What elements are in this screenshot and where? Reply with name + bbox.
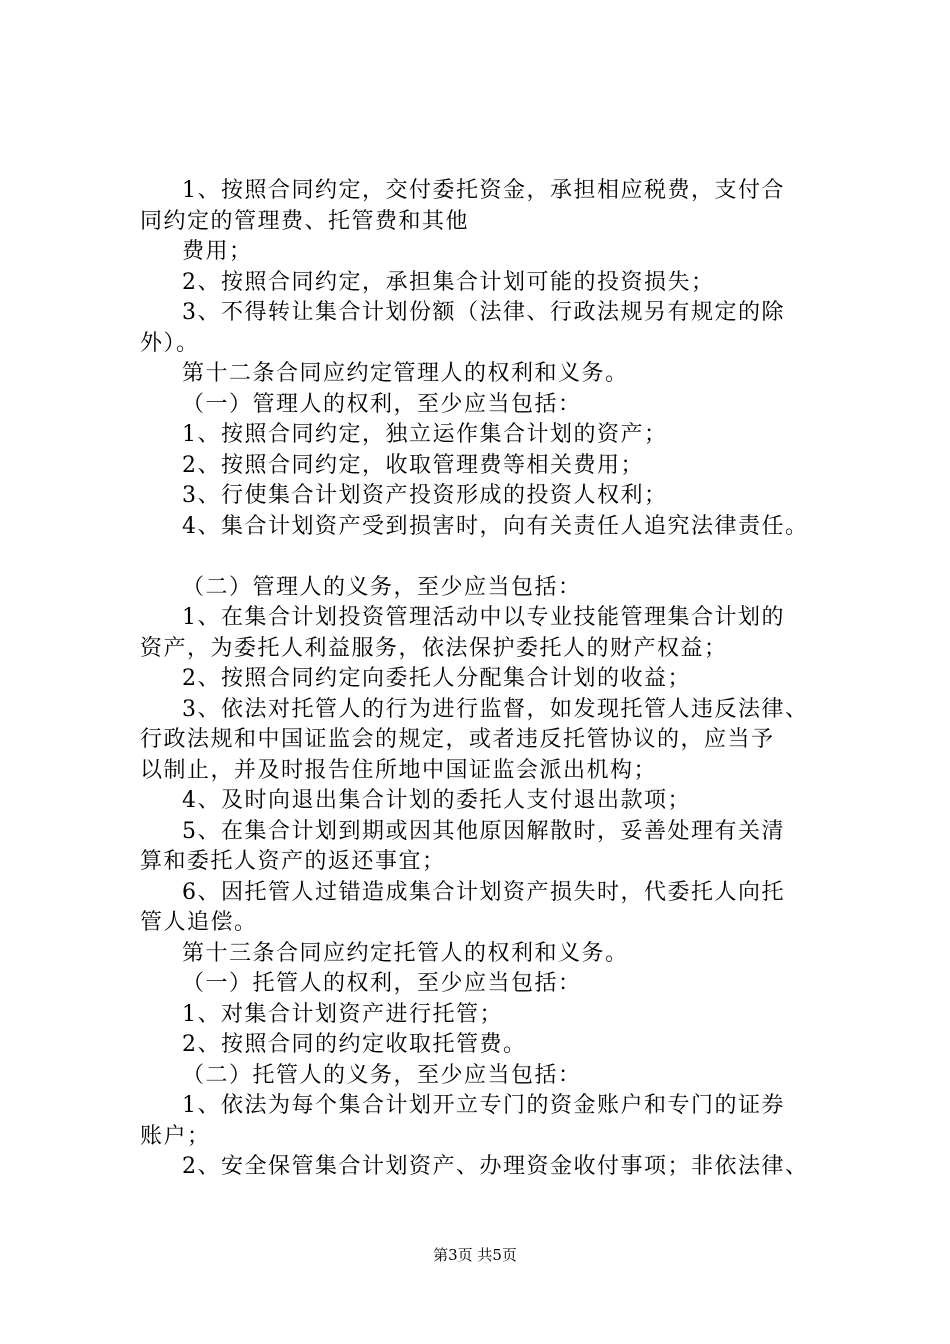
text-line: （一）托管人的权利，至少应当包括：	[182, 971, 582, 996]
text-line: 资产，为委托人利益服务，依法保护委托人的财产权益；	[140, 635, 728, 661]
text-line: 1、按照合同约定，交付委托资金，承担相应税费，支付合	[182, 178, 785, 203]
text-line: 1、依法为每个集合计划开立专门的资金账户和专门的证券	[182, 1093, 785, 1118]
text-line: 2、按照合同约定，收取管理费等相关费用；	[182, 452, 644, 478]
text-line: 4、及时向退出集合计划的委托人支付退出款项；	[182, 788, 691, 813]
text-line: 第十二条合同应约定管理人的权利和义务。	[182, 361, 629, 386]
text-line: 账户；	[140, 1123, 211, 1149]
text-line: 外）。	[140, 330, 200, 356]
text-line: 2、安全保管集合计划资产、办理资金收付事项；非依法律、	[182, 1154, 809, 1179]
text-line: 同约定的管理费、托管费和其他	[140, 208, 470, 234]
text-line: 1、对集合计划资产进行托管；	[182, 1001, 503, 1027]
text-line: （二）管理人的义务，至少应当包括：	[182, 574, 582, 600]
text-line: （二）托管人的义务，至少应当包括：	[182, 1062, 582, 1088]
text-line: 1、在集合计划投资管理活动中以专业技能管理集合计划的	[182, 605, 785, 630]
text-line: 3、不得转让集合计划份额（法律、行政法规另有规定的除	[182, 300, 785, 325]
text-line: 2、按照合同约定向委托人分配集合计划的收益；	[182, 666, 691, 691]
text-line: 2、按照合同的约定收取托管费。	[182, 1032, 527, 1057]
text-line: 第十三条合同应约定托管人的权利和义务。	[182, 940, 629, 966]
text-line: 管人追偿。	[140, 910, 258, 935]
document-body	[140, 176, 840, 1183]
text-line: 4、集合计划资产受到损害时，向有关责任人追究法律责任。	[182, 513, 809, 539]
text-line: 算和委托人资产的返还事宜；	[140, 849, 446, 874]
text-line: 费用；	[182, 239, 253, 264]
text-line: 5、在集合计划到期或因其他原因解散时，妥善处理有关清	[182, 818, 785, 844]
text-line: 1、按照合同约定，独立运作集合计划的资产；	[182, 422, 668, 447]
blank-line	[140, 542, 840, 573]
page-footer: 第3页 共5页	[433, 1246, 517, 1264]
text-line: （一）管理人的权利，至少应当包括：	[182, 391, 582, 417]
text-line: 行政法规和中国证监会的规定，或者违反托管协议的，应当予	[140, 727, 775, 752]
text-line: 3、行使集合计划资产投资形成的投资人权利；	[182, 483, 668, 508]
text-line: 以制止，并及时报告住所地中国证监会派出机构；	[140, 757, 658, 783]
text-line: 6、因托管人过错造成集合计划资产损失时，代委托人向托	[182, 879, 785, 905]
text-line: 3、依法对托管人的行为进行监督，如发现托管人违反法律、	[182, 696, 809, 722]
text-line: 2、按照合同约定，承担集合计划可能的投资损失；	[182, 269, 715, 295]
